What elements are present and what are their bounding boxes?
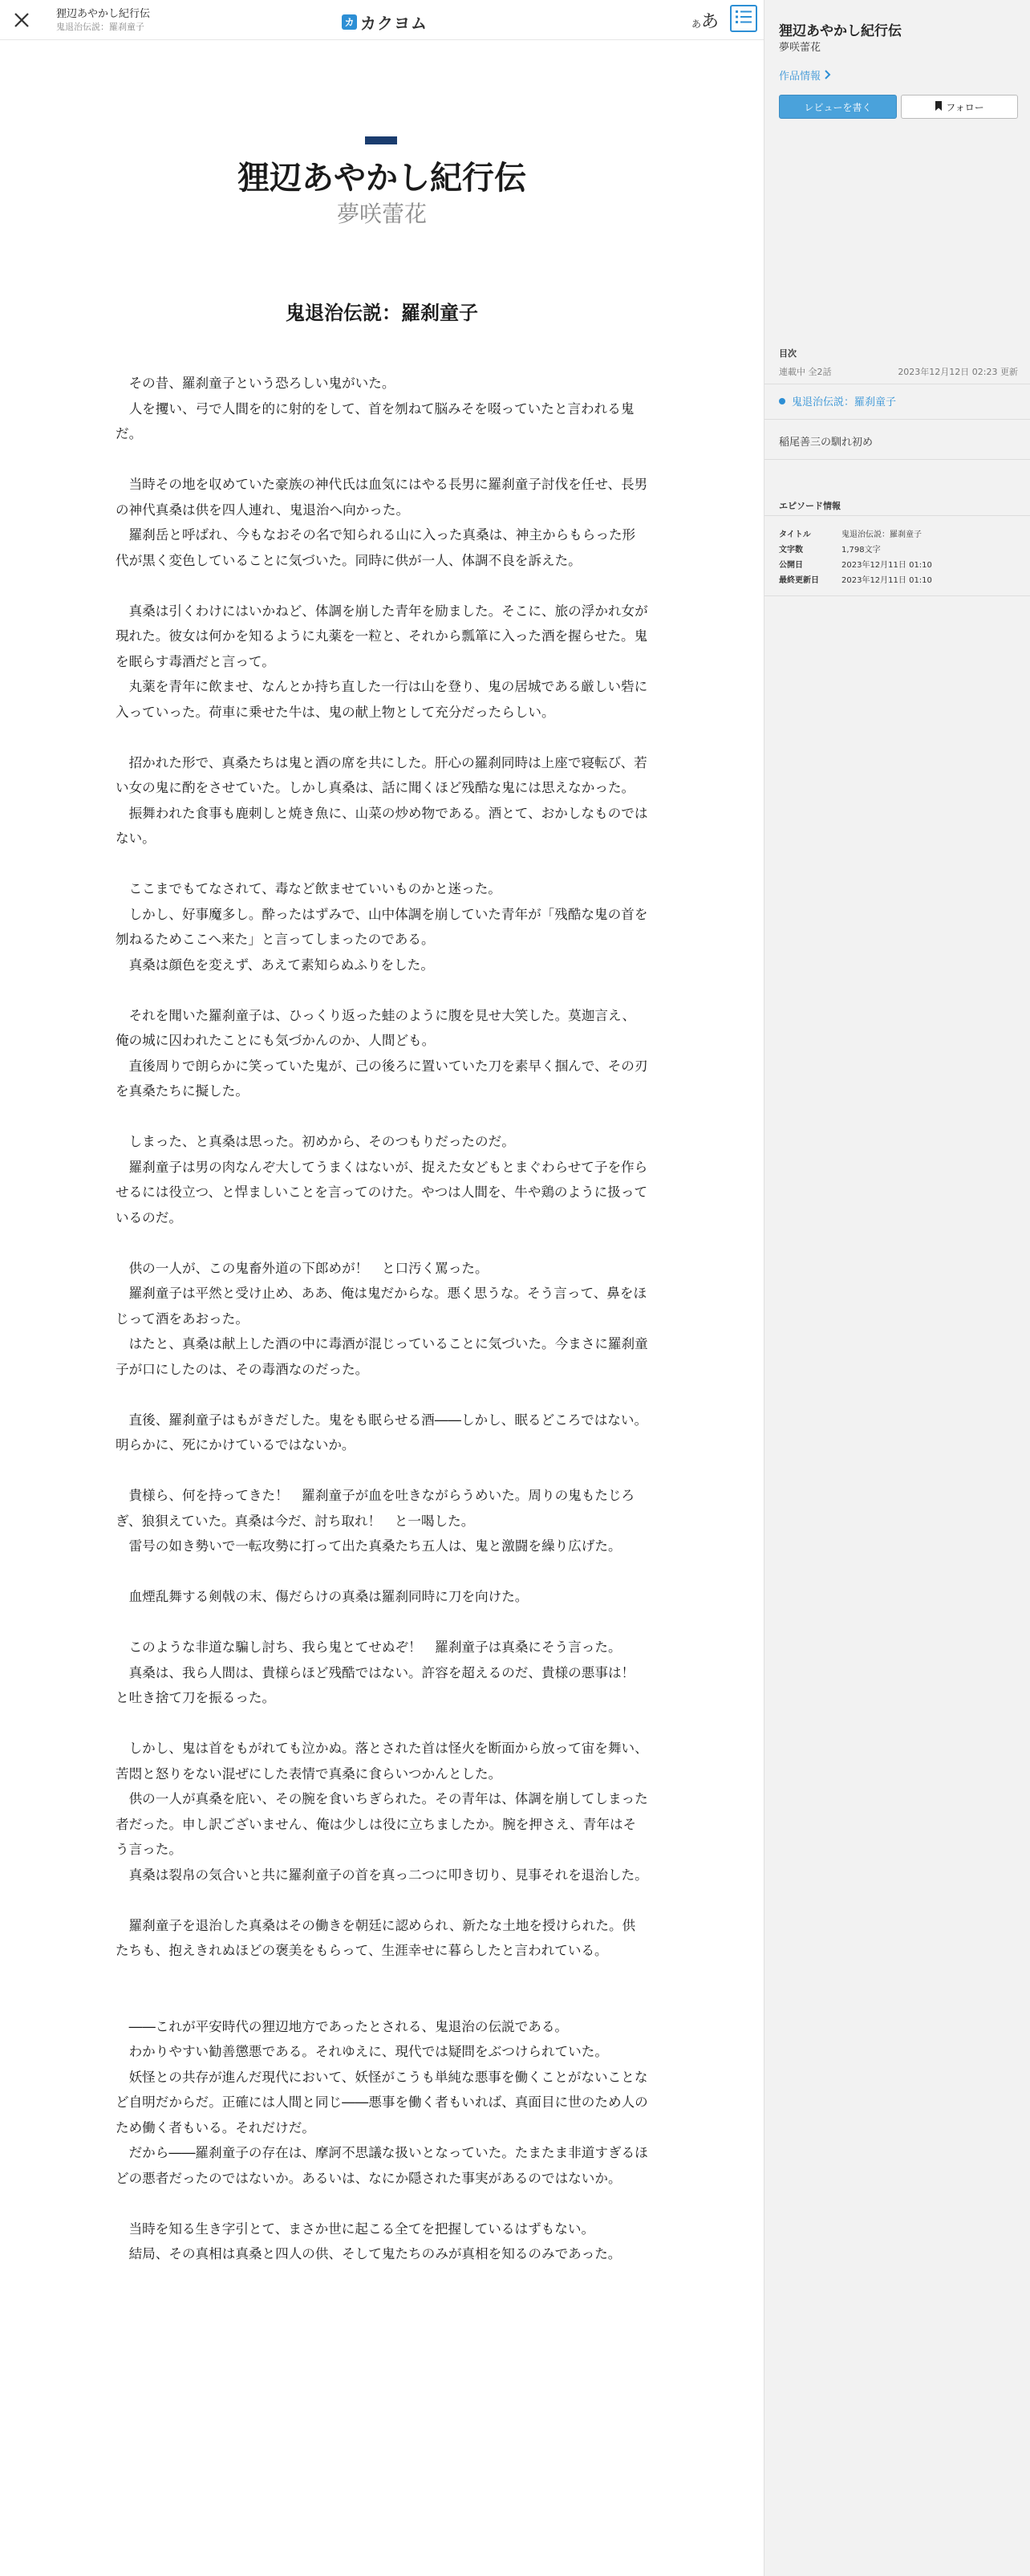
body-paragraph: はたと、真桑は献上した酒の中に毒酒が混じっていることに気づいた。今まさに羅刹童子が口にしたのは、その毒酒なのだった。 <box>116 1336 648 1377</box>
write-review-button[interactable]: レビューを書く <box>779 95 897 119</box>
episode-info-row <box>779 541 932 556</box>
header-episode-title: 鬼退治伝説：羅刹童子 <box>56 22 144 32</box>
header-titles[interactable] <box>56 8 150 34</box>
blank-line <box>116 1458 648 1484</box>
divider <box>764 515 1030 516</box>
blank-line <box>116 2191 648 2216</box>
body-paragraph: その昔、羅刹童子という恐ろしい鬼がいた。 <box>128 376 395 391</box>
body-paragraph: 人を攫い、弓で人間を的に射的をして、首を刎ねて脳みそを啜っていたと言われる鬼だ。 <box>116 400 635 441</box>
episode-info-value: 1,798文字 <box>841 546 881 555</box>
divider <box>764 459 1030 460</box>
bookmark-icon <box>935 101 943 113</box>
body-paragraph: 真桑は、我ら人間は、貴様らほど残酷ではない。許容を超えるのだ、貴様の悪事は！ と吐き捨て刀を振るった。 <box>116 1664 648 1705</box>
episode-info-table <box>779 526 932 587</box>
episode-info-row <box>779 556 932 571</box>
blank-line <box>116 851 648 877</box>
work-title: 狸辺あやかし紀行伝 <box>237 160 526 197</box>
chevron-right-icon <box>824 71 832 83</box>
divider <box>764 419 1030 420</box>
body-paragraph: 供の一人が真桑を庇い、その腕を食いちぎられた。その青年は、体調を崩してしまった者だった。申し訳ございません、俺は少しは役に立ちましたか。腕を押さえ、青年はそう言った。 <box>116 1791 648 1857</box>
sidebar-author[interactable]: 夢咲蕾花 <box>779 42 821 54</box>
current-dot-icon <box>779 398 785 404</box>
body-paragraph: 真桑は顔色を変えず、あえて素知らぬふりをした。 <box>128 957 434 973</box>
body-paragraph: 羅刹童子を退治した真桑はその働きを朝廷に認められ、新たな土地を授けられた。供たちも、抱えきれぬほどの褒美をもらって、生涯幸せに暮らしたと言われている。 <box>116 1917 636 1958</box>
body-paragraph: 血煙乱舞する剣戟の末、傷だらけの真桑は羅刹同時に刀を向けた。 <box>128 1589 529 1604</box>
body-paragraph: 当時を知る生き字引とて、まさか世に起こる全てを把握しているはずもない。 <box>128 2220 595 2237</box>
blank-line <box>116 1610 648 1635</box>
body-paragraph: 真桑は裂帛の気合いと共に羅刹童子の首を真っ二つに叩き切り、見事それを退治した。 <box>128 1867 648 1883</box>
work-info-link[interactable] <box>779 67 832 83</box>
header-work-title: 狸辺あやかし紀行伝 <box>56 8 151 20</box>
work-info-label: 作品情報 <box>779 71 821 83</box>
body-paragraph: 結局、その真相は真桑と四人の供、そして鬼たちのみが真相を知るのみであった。 <box>128 2246 622 2261</box>
body-paragraph: 供の一人が、この鬼畜外道の下郎めが！ と口汚く罵った。 <box>128 1260 489 1276</box>
sidebar-work-title[interactable]: 狸辺あやかし紀行伝 <box>779 23 902 39</box>
sidebar <box>764 0 1030 2576</box>
reader-header <box>0 0 764 40</box>
body-paragraph: それを聞いた羅刹童子は、ひっくり返った蛙のように腹を見せ大笑した。莫迦言え、俺の城に囚われたことにも気づかんのか、人間ども。 <box>116 1007 636 1048</box>
blank-line <box>116 1711 648 1737</box>
body-paragraph: 当時その地を収めていた豪族の神代氏は血気にはやる長男に羅刹童子討伐を任せ、長男の神代真桑は供を四人連れ、鬼退治へ向かった。 <box>116 477 648 518</box>
font-size-small-glyph: あ <box>691 18 702 30</box>
font-size-button[interactable] <box>691 8 719 33</box>
toc-item[interactable] <box>779 433 873 449</box>
body-paragraph: 振舞われた食事も鹿刺しと焼き魚に、山菜の炒め物である。酒とて、おかしなものではない。 <box>116 805 648 846</box>
body-paragraph: このような非道な騙し討ち、我ら鬼とてせぬぞ！ 羅刹童子は真桑にそう言った。 <box>128 1639 622 1655</box>
blank-line <box>116 573 648 599</box>
reading-area <box>0 40 764 2576</box>
close-button[interactable] <box>11 10 32 30</box>
body-paragraph: 雷号の如き勢いで一転攻勢に打って出た真桑たち五人は、鬼と激闘を繰り広げた。 <box>128 1538 622 1554</box>
logo-mark-icon: カ <box>342 14 357 30</box>
toc-status: 連載中 全2話 <box>779 367 832 377</box>
episode-info-value: 2023年12月11日 01:10 <box>841 576 932 585</box>
episode-info-value: 鬼退治伝説：羅刹童子 <box>841 530 922 539</box>
body-paragraph: しかし、好事魔多し。酔ったはずみで、山中体調を崩していた青年が「残酷な鬼の首を刎ねるためここへ来た」と言ってしまったのである。 <box>116 906 648 947</box>
episode-info-key: 最終更新日 <box>779 576 819 585</box>
episode-info-key: 公開日 <box>779 561 803 570</box>
episode-info-key: 文字数 <box>779 546 803 555</box>
toc-item-label: 鬼退治伝説：羅刹童子 <box>792 396 897 408</box>
body-paragraph: しかし、鬼は首をもがれても泣かぬ。落とされた首は怪火を断面から放って宙を舞い、苦悶と怒りをない混ぜにした表情で真桑に食らいつかんとした。 <box>116 1741 648 1782</box>
body-paragraph: 羅刹岳と呼ばれ、今もなおその名で知られる山に入った真桑は、神主からもらった形代が黒く変色していることに気づいた。同時に供が一人、体調不良を訴えた。 <box>116 527 636 568</box>
body-paragraph: 直後、羅刹童子はもがきだした。鬼をも眠らせる酒――しかし、眠るどころではない。明らかに、死にかけているではないか。 <box>116 1412 648 1453</box>
blank-line <box>116 447 648 473</box>
episode-info-value: 2023年12月11日 01:10 <box>841 561 932 570</box>
blank-line <box>116 1964 648 2014</box>
body-paragraph: 真桑は引くわけにはいかねど、体調を崩した青年を励ました。そこに、旅の浮かれ女が現れた。彼女は何かを知るように丸薬を一粒と、それから瓢箪に入った酒を握らせた。鬼を眠らす毒酒だと言って。 <box>116 603 648 669</box>
episode-body <box>116 371 648 2267</box>
toc-toggle-button[interactable] <box>730 5 757 32</box>
episode-info-row <box>779 526 932 541</box>
follow-label: フォロー <box>946 101 984 113</box>
title-accent-bar <box>365 136 397 144</box>
toc-heading: 目次 <box>779 348 797 359</box>
episode-info-key: タイトル <box>779 530 811 539</box>
blank-line <box>116 1104 648 1130</box>
toc-item-current[interactable] <box>779 393 896 408</box>
body-paragraph: しまった、と真桑は思った。初めから、そのつもりだったのだ。 <box>128 1134 515 1149</box>
blank-line <box>116 1382 648 1408</box>
body-paragraph: わかりやすい勧善懲悪である。それゆえに、現代では疑問をぶつけられていた。 <box>128 2044 608 2059</box>
body-paragraph: ――これが平安時代の狸辺地方であったとされる、鬼退治の伝説である。 <box>128 2018 569 2034</box>
body-paragraph: 直後周りで朗らかに笑っていた鬼が、己の後ろに置いていた刀を素早く掴んで、その刃を真桑たちに擬した。 <box>116 1058 648 1099</box>
body-paragraph: 招かれた形で、真桑たちは鬼と酒の席を共にした。肝心の羅刹同時は上座で寝転び、若い女の鬼に酌をさせていた。しかし真桑は、話に聞くほど残酷な鬼には思えなかった。 <box>116 754 647 795</box>
follow-button[interactable] <box>901 95 1018 119</box>
body-paragraph: 丸薬を青年に飲ませ、なんとか持ち直した一行は山を登り、鬼の居城である厳しい砦に入っていった。荷車に乗せた牛は、鬼の献上物として充分だったらしい。 <box>116 679 648 720</box>
body-paragraph: ここまでもてなされて、毒など飲ませていいものかと迷った。 <box>128 881 501 896</box>
blank-line <box>116 725 648 750</box>
toc-meta <box>779 365 1018 378</box>
blank-line <box>116 1887 648 1913</box>
body-paragraph: 貴様ら、何を持ってきた！ 羅刹童子が血を吐きながらうめいた。周りの鬼もたじろぎ、狼狽えていた。真桑は今だ、討ち取れ！ と一喝した。 <box>116 1488 635 1529</box>
logo-text: カクヨム <box>360 14 428 33</box>
body-paragraph: 羅刹童子は男の肉なんぞ大してうまくはないが、捉えた女どもとまぐわらせて子を作らせるには役立つ、と悍ましいことを言ってのけた。やつは人間を、牛や鶏のように扱っているのだ。 <box>116 1159 648 1225</box>
episode-info-row <box>779 571 932 587</box>
close-icon <box>11 18 32 34</box>
body-paragraph: 妖怪との共存が進んだ現代において、妖怪がこうも単純な悪事を働くことがないことなど自明だからだ。正確には人間と同じ――悪事を働く者もいれば、真面目に世のため人のため働く者もいる。それだけだ。 <box>116 2069 648 2135</box>
kakuyomu-logo[interactable] <box>342 10 428 34</box>
divider <box>764 595 1030 596</box>
body-paragraph: 羅刹童子は平然と受け止め、ああ、俺は鬼だからな。悪く思うな。そう言って、鼻をほじって酒をあおった。 <box>116 1286 647 1327</box>
font-size-large-glyph: あ <box>701 12 720 32</box>
toc-updated: 2023年12月12日 02:23 更新 <box>898 367 1018 377</box>
work-author: 夢咲蕾花 <box>336 201 427 227</box>
episode-title: 鬼退治伝説：羅刹童子 <box>286 302 478 324</box>
blank-line <box>116 1559 648 1585</box>
episode-info-heading: エピソード情報 <box>779 501 841 511</box>
blank-line <box>116 977 648 1003</box>
toc-item-label: 稲尾善三の馴れ初め <box>779 437 874 449</box>
body-paragraph: だから――羅刹童子の存在は、摩訶不思議な扱いとなっていた。たまたま非道すぎるほどの悪者だったのではないか。あるいは、なにか隠された事実があるのではないか。 <box>116 2145 648 2186</box>
blank-line <box>116 1230 648 1256</box>
list-icon <box>735 9 752 28</box>
